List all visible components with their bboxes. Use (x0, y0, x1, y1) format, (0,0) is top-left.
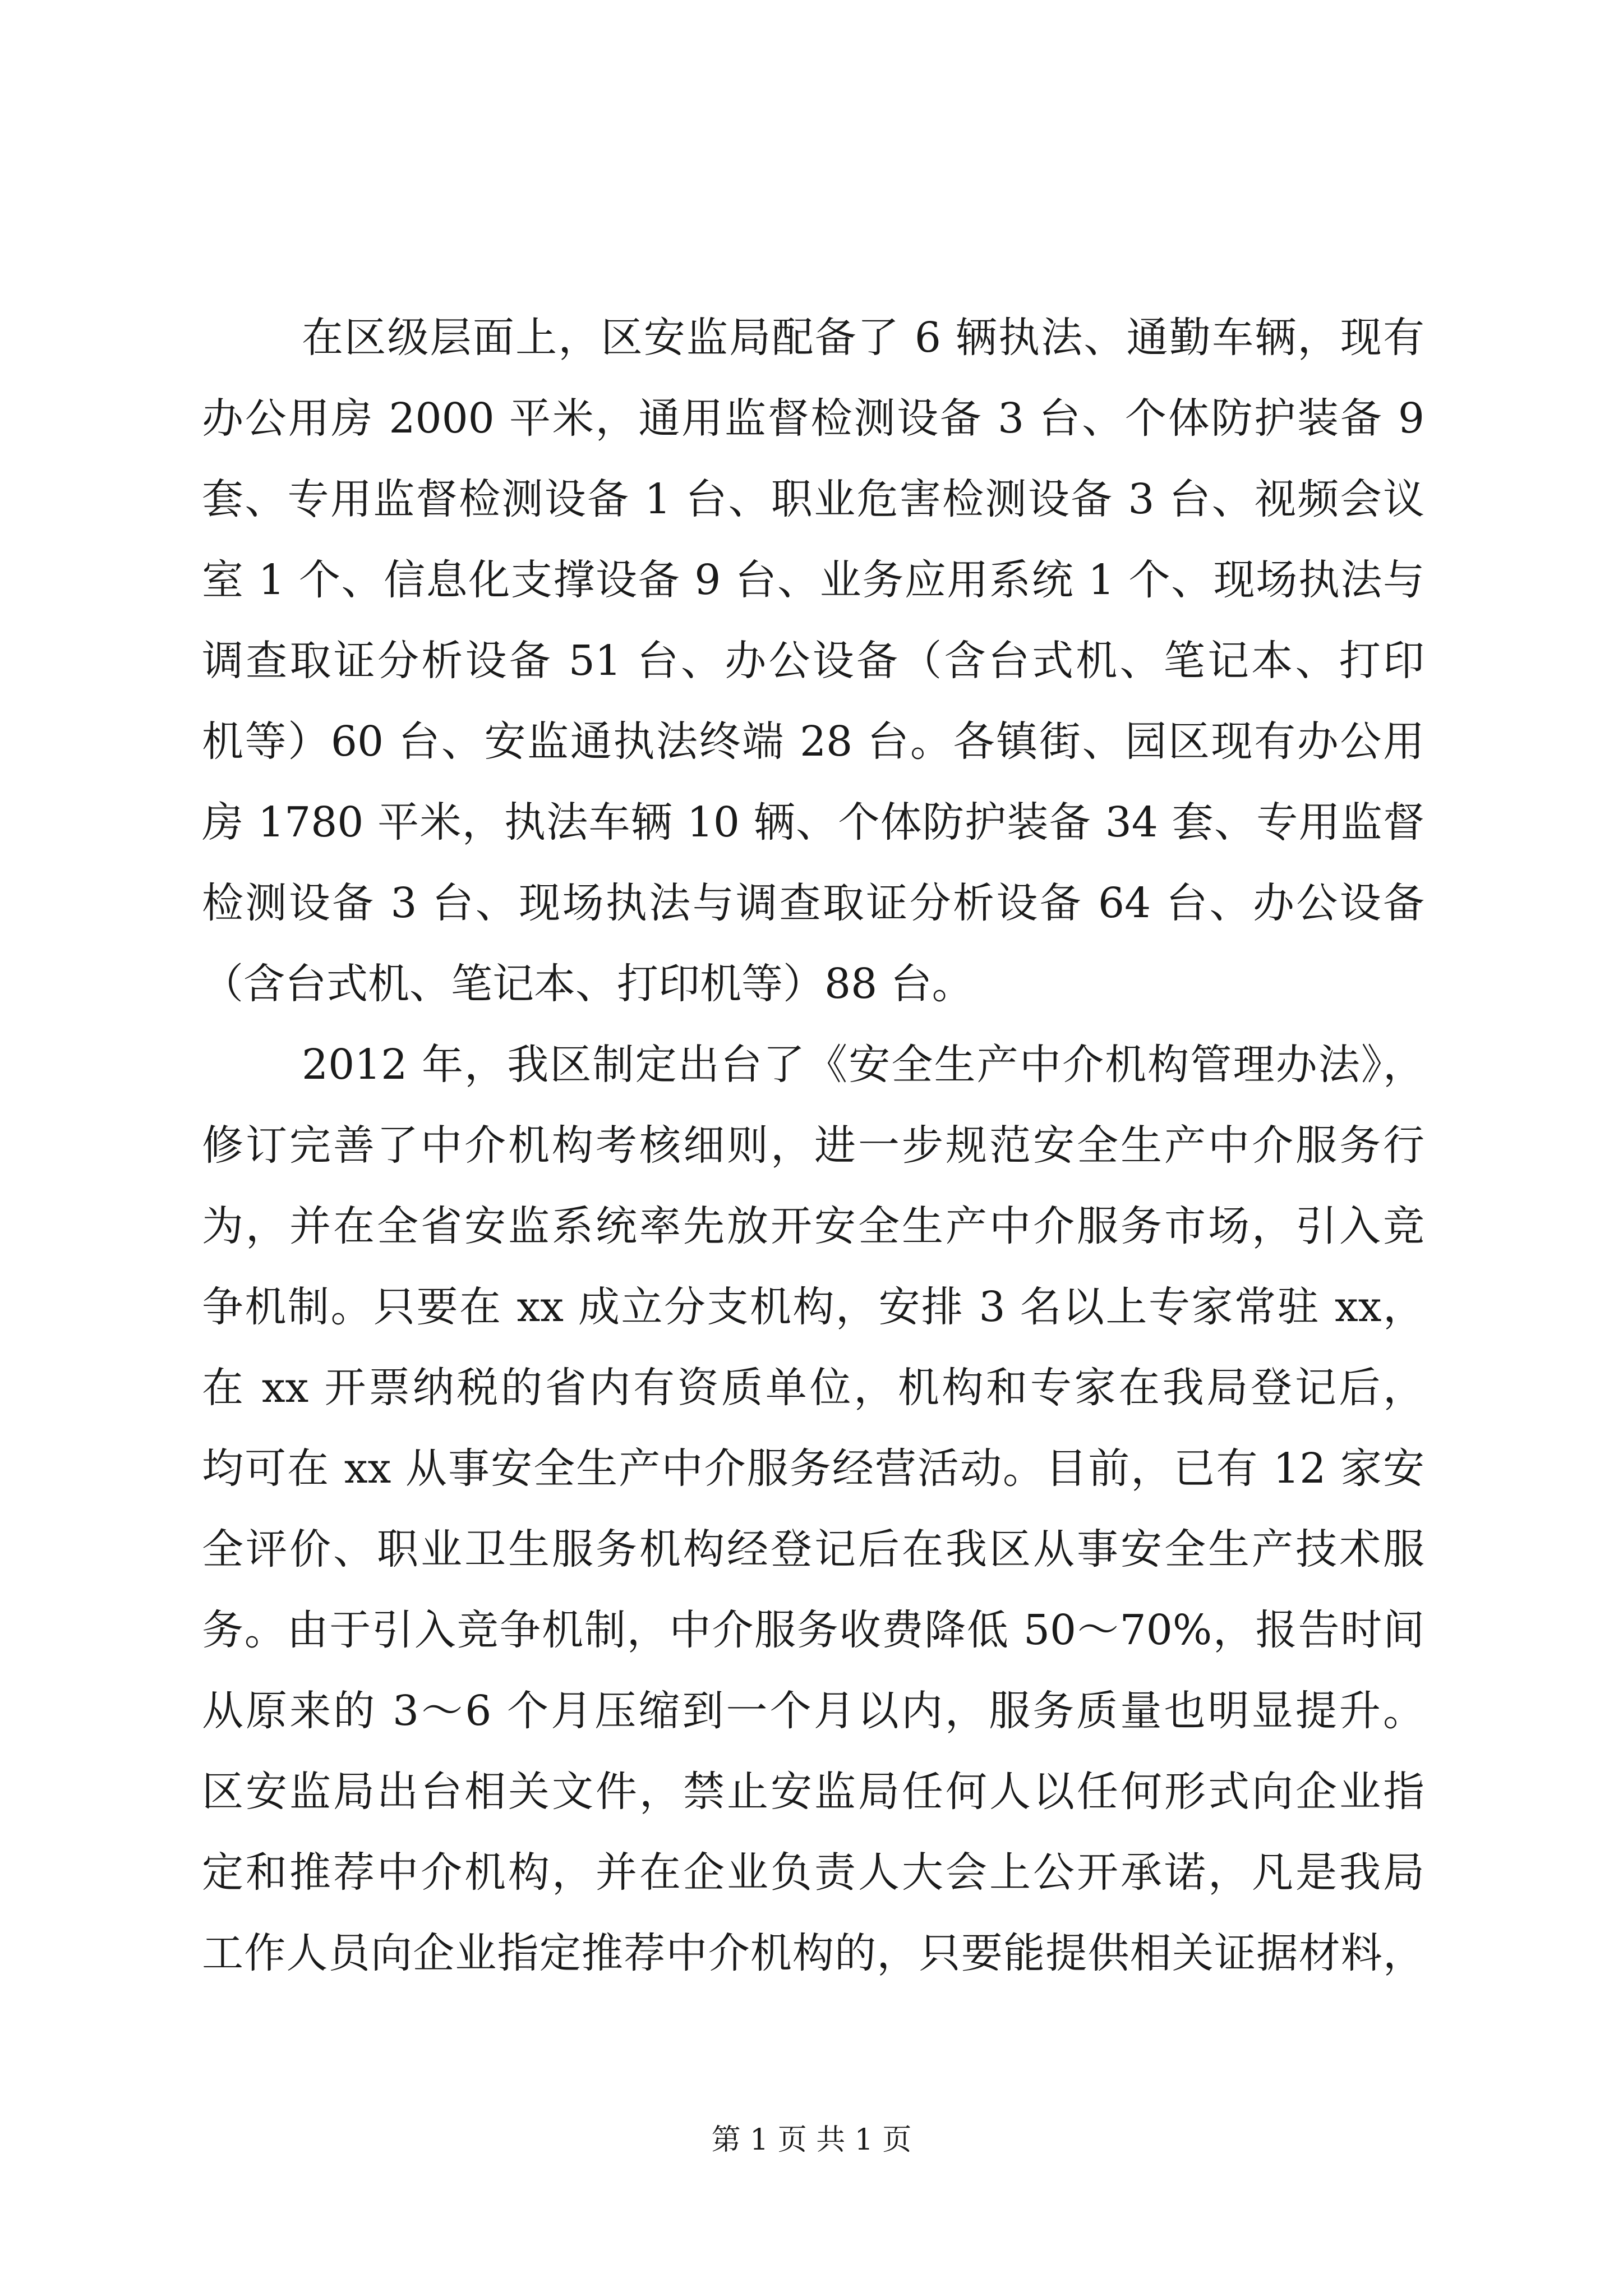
paragraph-line: 办公用房 2000 平米，通用监督检测设备 3 台、个体防护装备 9 (202, 394, 1424, 443)
paragraph-line: 区安监局出台相关文件，禁止安监局任何人以任何形式向企业指 (202, 1768, 1424, 1816)
paragraph-line: 在 xx 开票纳税的省内有资质单位，机构和专家在我局登记后， (202, 1364, 1424, 1412)
paragraph-line: 检测设备 3 台、现场执法与调查取证分析设备 64 台、办公设备 (202, 879, 1424, 927)
paragraph-line: 调查取证分析设备 51 台、办公设备（含台式机、笔记本、打印 (202, 637, 1424, 685)
paragraph-2 (202, 1024, 1424, 1994)
paragraph-line: 机等）60 台、安监通执法终端 28 台。各镇街、园区现有办公用 (202, 717, 1424, 766)
paragraph-line: 套、专用监督检测设备 1 台、职业危害检测设备 3 台、视频会议 (202, 475, 1424, 523)
paragraph-line: 2012 年，我区制定出台了《安全生产中介机构管理办法》， (302, 1041, 1424, 1089)
paragraph-line: 在区级层面上，区安监局配备了 6 辆执法、通勤车辆，现有 (302, 314, 1424, 362)
paragraph-line: 室 1 个、信息化支撑设备 9 台、业务应用系统 1 个、现场执法与 (202, 556, 1424, 604)
paragraph-line: 从原来的 3～6 个月压缩到一个月以内，服务质量也明显提升。 (202, 1687, 1424, 1735)
paragraph-line: 房 1780 平米，执法车辆 10 辆、个体防护装备 34 套、专用监督 (202, 798, 1424, 846)
paragraph-1 (202, 297, 1424, 1024)
paragraph-line: 均可在 xx 从事安全生产中介服务经营活动。目前，已有 12 家安 (202, 1444, 1424, 1493)
paragraph-line: 务。由于引入竞争机制，中介服务收费降低 50～70%，报告时间 (202, 1606, 1424, 1654)
paragraph-line: 工作人员向企业指定推荐中介机构的，只要能提供相关证据材料， (202, 1929, 1424, 1977)
page-footer: 第 1 页 共 1 页 (711, 2123, 912, 2157)
paragraph-line: 争机制。只要在 xx 成立分支机构，安排 3 名以上专家常驻 xx， (202, 1283, 1424, 1331)
paragraph-line: 定和推荐中介机构，并在企业负责人大会上公开承诺，凡是我局 (202, 1848, 1424, 1897)
document-body (202, 297, 1424, 1994)
paragraph-line: 全评价、职业卫生服务机构经登记后在我区从事安全生产技术服 (202, 1525, 1424, 1573)
paragraph-line: 修订完善了中介机构考核细则，进一步规范安全生产中介服务行 (202, 1121, 1424, 1170)
paragraph-line: （含台式机、笔记本、打印机等）88 台。 (202, 960, 974, 1008)
paragraph-line: 为，并在全省安监系统率先放开安全生产中介服务市场，引入竞 (202, 1202, 1424, 1250)
